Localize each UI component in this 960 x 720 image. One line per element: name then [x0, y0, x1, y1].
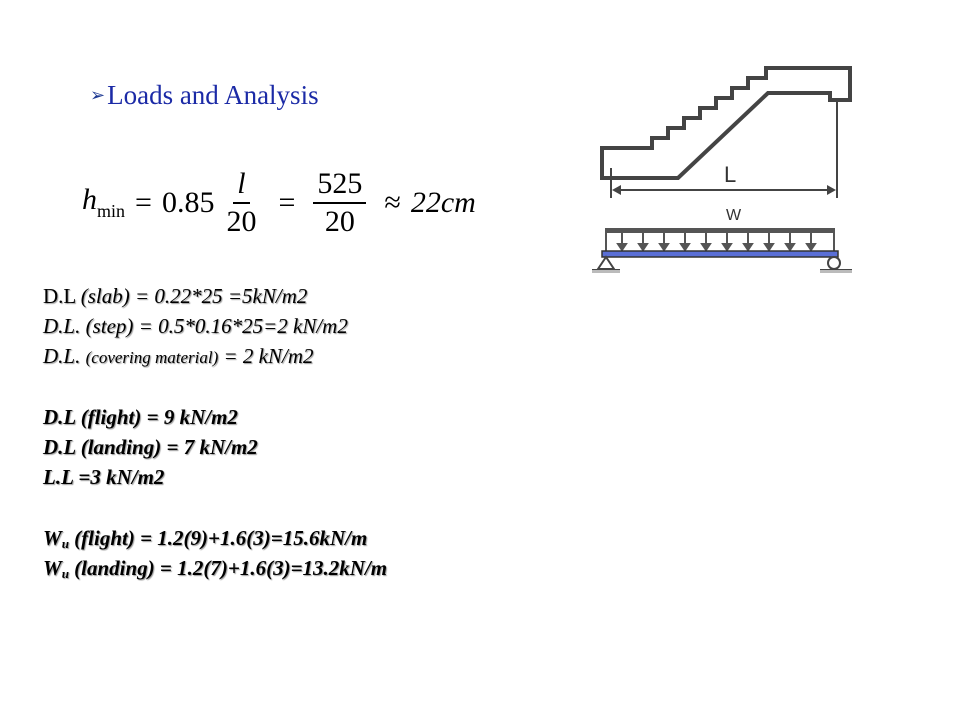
formula-coef: 0.85 [161, 185, 215, 219]
span-label: L [724, 162, 737, 187]
load-arrows [618, 233, 815, 250]
slide-heading [90, 80, 319, 111]
dead-load-step: D.L. (step) = 0.5*0.16*25=2 kN/m2 [43, 314, 348, 338]
factored-load-flight: Wu (flight) = 1.2(9)+1.6(3)=15.6kN/m [43, 526, 368, 551]
approx-symbol: ≈ [384, 185, 401, 219]
loads-list [43, 281, 387, 583]
formula-result: 22cm [410, 185, 476, 219]
beam [602, 251, 838, 257]
formula-lhs: $h_{min}$ [82, 183, 126, 221]
dead-load-slab: D.L (slab) = 0.22*25 =5kN/m2 [43, 284, 308, 308]
formula-fraction-1: $\frac{l}{20}$ [226, 167, 257, 238]
load-label: W [726, 207, 742, 224]
pin-support [598, 257, 614, 269]
heading-title: Loads and Analysis [107, 80, 319, 110]
dead-load-flight: D.L (flight) = 9 kN/m2 [43, 405, 238, 429]
live-load: L.L =3 kN/m2 [43, 465, 165, 489]
dead-load-landing: D.L (landing) = 7 kN/m2 [43, 435, 258, 459]
stair-load-diagram-svg [588, 60, 868, 280]
arrow-bullet-icon: ➢ [90, 85, 106, 106]
factored-load-landing: Wu (landing) = 1.2(7)+1.6(3)=13.2kN/m [43, 556, 388, 581]
dead-load-covering: D.L. (covering material) = 2 kN/m2 [43, 344, 314, 368]
roller-support [828, 257, 840, 269]
formula-fraction-2: $\frac{525}{20}$ [313, 168, 366, 237]
min-thickness-formula: $h_{min}$ = 0.85 $\frac{l}{20}$ = $\frac{525}{20}$ ≈ 22cm [82, 167, 476, 238]
stair-diagram [588, 60, 868, 280]
